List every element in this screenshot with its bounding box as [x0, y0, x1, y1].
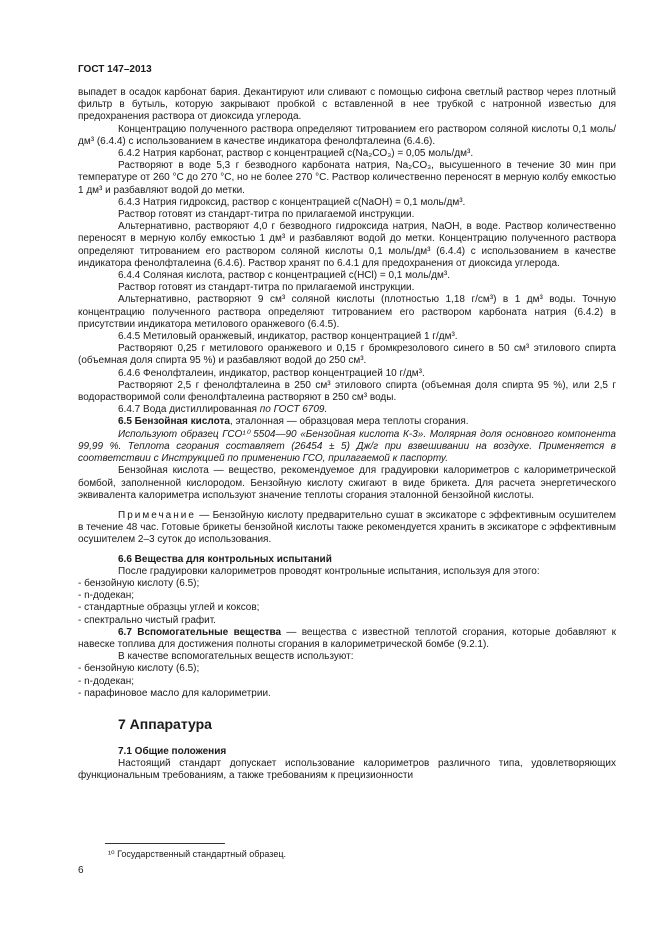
clause-text: 6.4.7 Вода дистиллированная: [118, 404, 260, 416]
reference-material-paragraph: Используют образец ГСО¹⁰ 5504—90 «Бензойная кислота К-3». Молярная доля основного компонента 99,99 %. Теплота сгорания составляет (26454 ± 5) Дж/г при взвешивании на воздухе. Применяется в соответствии с Инструкцией по применению ГСО, прилагаемой к паспорту.: [78, 428, 616, 465]
list-item: - n-додекан;: [78, 675, 135, 687]
clause-6-4-3: 6.4.3 Натрия гидроксид, раствор с концентрацией c(NaOH) = 0,1 моль/дм³.: [118, 196, 466, 208]
paragraph: Раствор готовят из стандарт-титра по прилагаемой инструкции.: [118, 282, 415, 294]
note: [78, 510, 616, 547]
clause-6-4-5: 6.4.5 Метиловый оранжевый, индикатор, раствор концентрацией 1 г/дм³.: [118, 331, 458, 343]
list-item: - стандартные образцы углей и коксов;: [78, 602, 260, 614]
clause-6-4-6: 6.4.6 Фенолфталеин, индикатор, раствор концентрацией 10 г/дм³.: [118, 367, 425, 379]
paragraph: Раствор готовят из стандарт-титра по прилагаемой инструкции.: [118, 209, 415, 221]
list-item: - парафиновое масло для калориметрии.: [78, 687, 271, 699]
clause-text: — вещества с известной теплотой сгорания, которые добавляют к навеске топлива для достижения полноты сгорания в калориметрической бомбе (9.2.1).: [78, 626, 616, 650]
footnote-divider: [105, 843, 225, 844]
clause-6-4-2: 6.4.2 Натрия карбонат, раствор с концентрацией c(Na₂CO₃) = 0,05 моль/дм³.: [118, 148, 474, 160]
clause-heading: 6.5 Бензойная кислота: [118, 416, 230, 428]
list-item: - n-додекан;: [78, 590, 135, 602]
paragraph: Настоящий стандарт допускает использование калориметров различного типа, удовлетворяющих функциональным требованиям, а также требованиям к прецизионности: [78, 758, 616, 782]
footnote: ¹⁰ Государственный стандартный образец.: [108, 849, 286, 859]
paragraph: Альтернативно, растворяют 9 см³ соляной кислоты (плотностью 1,18 г/см³) в 1 дм³ воды. Точную концентрацию полученного раствора определяют титрованием его раствором карбоната натрия (6.4.2) в присутствии индикатора метилового оранжевого (6.4.5).: [78, 294, 616, 330]
paragraph: Бензойная кислота — вещество, рекомендуемое для градуировки калориметров с калориметрической бомбой, заполненной кислородом. Бензойную кислоту сжигают в виде брикета. Для расчета энергетического эквивалента калориметра используют значение теплоты сгорания эталонной бензойной кислоты.: [78, 465, 616, 501]
document-header: ГОСТ 147–2013: [78, 64, 152, 75]
section-heading-7: 7 Аппаратура: [118, 715, 212, 732]
clause-6-7: [78, 627, 616, 651]
clause-6-5: [78, 416, 616, 428]
paragraph: Растворяют 2,5 г фенолфталеина в 250 см³ этилового спирта (объемная доля спирта 95 %), или 2,5 г водорастворимой соли фенолфталеина растворяют в 250 см³ воды.: [78, 379, 616, 404]
subsection-heading-7-1: 7.1 Общие положения: [118, 745, 227, 757]
list-item: - бензойную кислоту (6.5);: [78, 663, 200, 675]
clause-text: , эталонная — образцовая мера теплоты сгорания.: [229, 416, 469, 428]
list-item: - спектрально чистый графит.: [78, 614, 216, 626]
paragraph: В качестве вспомогательных веществ используют:: [118, 651, 354, 663]
paragraph: Растворяют в воде 5,3 г безводного карбоната натрия, Na₂CO₃, высушенного в течение 30 мин при температуре от 260 °С до 270 °С, но не более 270 °С. Раствор количественно переносят в мерную колбу емкостью 1 дм³ и разбавляют водой до метки.: [78, 160, 616, 196]
paragraph: Концентрацию полученного раствора определяют титрованием его раствором соляной кислоты 0,1 моль/дм³ (6.4.4) с использованием в качестве индикатора фенолфталеина (6.4.6).: [78, 123, 616, 147]
standard-reference: по ГОСТ 6709.: [259, 404, 328, 416]
section-heading-6-6: 6.6 Вещества для контрольных испытаний: [118, 553, 332, 565]
paragraph: Растворяют 0,25 г метилового оранжевого и 0,15 г бромкрезолового синего в 50 см³ этилового спирта (объемная доля спирта 95 %) и разбавляют водой до 250 см³.: [78, 343, 616, 367]
paragraph: После градуировки калориметров проводят контрольные испытания, используя для этого:: [118, 565, 540, 577]
clause-6-4-4: 6.4.4 Соляная кислота, раствор с концентрацией c(HCl) = 0,1 моль/дм³.: [118, 270, 451, 282]
clause-heading: 6.7 Вспомогательные вещества: [118, 626, 282, 638]
note-label: Примечание: [118, 509, 196, 521]
clause-6-4-7: [78, 404, 616, 416]
note-text: — Бензойную кислоту предварительно сушат в эксикаторе с эффективным осушителем в течение 48 час. Готовые брикеты бензойной кислоты также рекомендуется хранить в эксикаторе с эффективным осушителем 2–3 суток до использования.: [78, 509, 616, 546]
paragraph: Альтернативно, растворяют 4,0 г безводного гидроксида натрия, NaOH, в воде. Раствор количественно переносят в мерную колбу емкостью 1 дм³ и разбавляют водой до метки. Концентрацию полученного раствора определяют титрованием его раствором соляной кислоты 0,1 моль/дм³ (6.4.4) с использованием в качестве индикатора фенолфталеина (6.4.6). Раствор хранят по 6.4.1 для предохранения от диоксида углерода.: [78, 221, 616, 269]
list-item: - бензойную кислоту (6.5);: [78, 577, 200, 589]
document-body: [78, 87, 616, 783]
paragraph: выпадет в осадок карбонат бария. Декантируют или сливают с помощью сифона светлый раствор через плотный фильтр в бутыль, которую закрывают пробкой с вставленной в нее трубкой с натронной известью для предохранения раствора от диоксида углерода.: [78, 87, 616, 123]
page-number: 6: [78, 865, 84, 876]
